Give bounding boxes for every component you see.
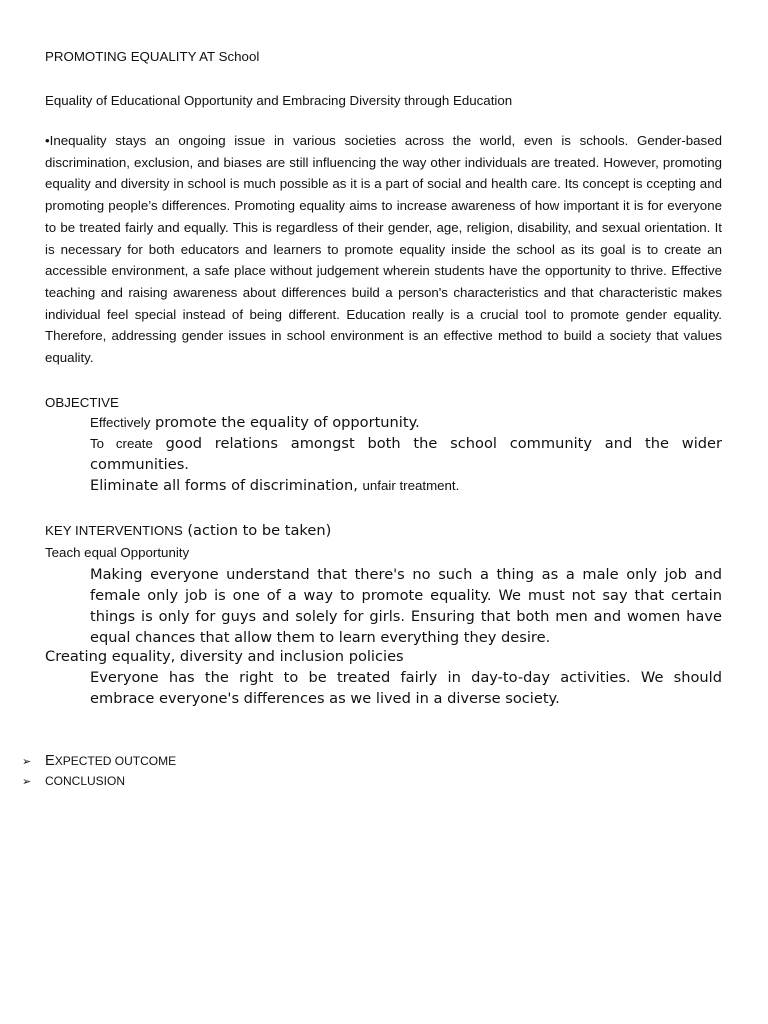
list-item xyxy=(22,774,176,796)
objective-item xyxy=(90,412,722,433)
objective-list xyxy=(90,412,722,496)
objective-heading: OBJECTIVE xyxy=(45,395,119,410)
policy-paragraph: Everyone has the right to be treated fairly in day-to-day activities. We should embrace everyone's differences as we lived in a diverse society. xyxy=(90,669,722,707)
objective-item-text: good relations amongst both the school community and the wider communities. xyxy=(90,435,722,473)
teach-heading: Teach equal Opportunity xyxy=(45,545,190,560)
arrow-bullet-icon: ➢ xyxy=(22,775,32,788)
expected-outcome-label: EXPECTED OUTCOME xyxy=(45,753,177,769)
key-interventions-subtitle: (action to be taken) xyxy=(182,522,332,539)
intro-paragraph: •Inequality stays an ongoing issue in various societies across the world, even is schools. Gender-based discrimination, exclusion, and biases are still influencing the way other individuals are treated. However, promoting equality and diversity in school is much possible as it is a part of social and health care. Its concept is ccepting and promoting people’s differences. Promoting equality aims to increase awareness of how important it is for everyone to be treated fairly and equally. This is regardless of their gender, age, religion, disability, and sexual orientation. It is necessary for both educators and learners to promote equality inside the school as its goal is to create an accessible environment, a safe place without judgement wherein students have the opportunity to thrive. Effective teaching and raising awareness about differences build a person's characteristics and that characteristic makes individual feel special instead of being different. Education really is a crucial tool to promote gender equality. Therefore, addressing gender issues in school environment is an effective method to build a society that values equality. xyxy=(45,133,722,366)
objective-item-text: Eliminate all forms of discrimination, xyxy=(90,477,363,494)
section-list xyxy=(22,752,176,796)
policy-heading: Creating equality, diversity and inclusion policies xyxy=(45,648,404,665)
conclusion-label: CONCLUSION xyxy=(45,774,126,788)
key-interventions-title: KEY INTERVENTIONS xyxy=(45,523,183,538)
objective-item-prefix: To create xyxy=(90,436,153,451)
objective-item-prefix: Effectively xyxy=(90,415,151,430)
document-subtitle: Equality of Educational Opportunity and Embracing Diversity through Education xyxy=(45,93,513,108)
objective-item xyxy=(90,433,722,475)
document-title: PROMOTING EQUALITY AT School xyxy=(45,49,260,64)
objective-item-text: promote the equality of opportunity. xyxy=(150,414,420,431)
arrow-bullet-icon: ➢ xyxy=(22,755,32,768)
list-item xyxy=(22,752,176,774)
key-interventions-heading xyxy=(45,520,331,541)
objective-item xyxy=(90,475,722,496)
objective-item-suffix: unfair treatment. xyxy=(362,478,460,493)
teach-paragraph: Making everyone understand that there's no such a thing as a male only job and female only job is one of a way to promote equality. We must not say that certain things is only for guys and solely for girls. Ensuring that both men and women have equal chances that allow them to learn everything they desire. xyxy=(90,566,722,646)
